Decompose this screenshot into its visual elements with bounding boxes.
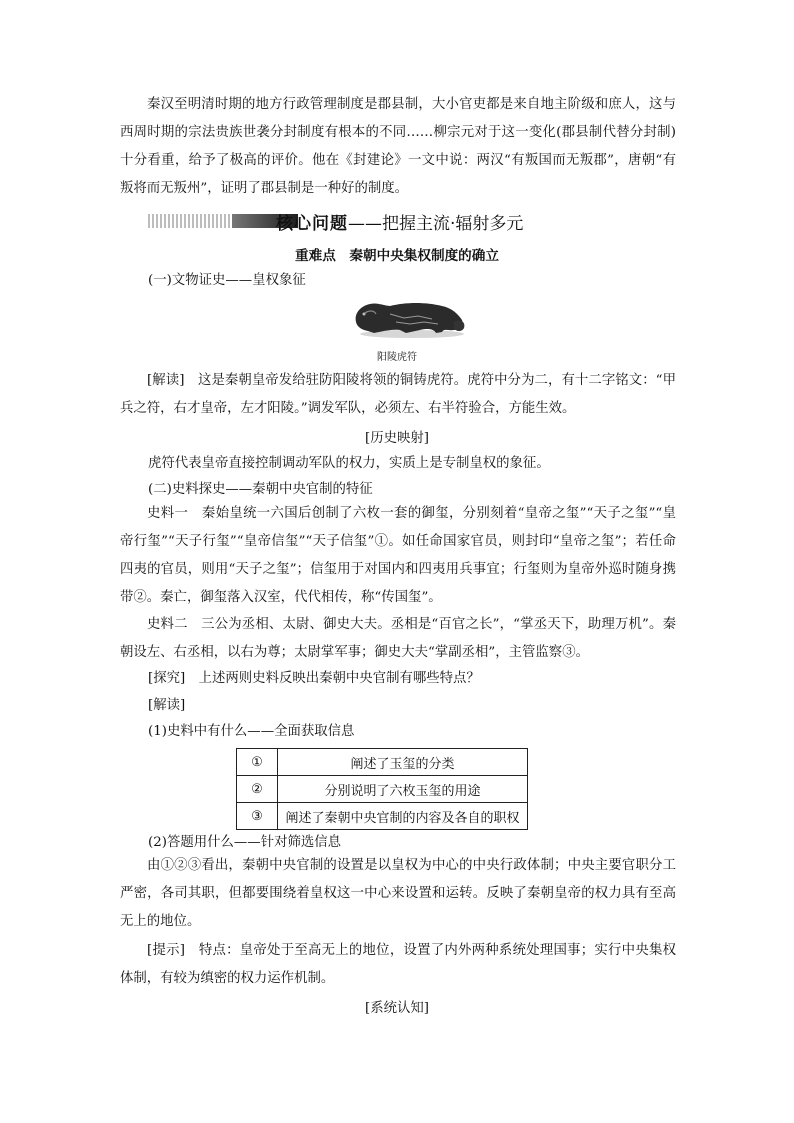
banner-title [276,209,523,234]
table-cell-text: 阐述了玉玺的分类 [278,749,528,776]
banner-hatch-decoration [148,214,230,228]
history-mapping-heading: [历史映射] [364,431,429,446]
system-cognition-heading: [系统认知] [364,1001,429,1016]
part2-heading: (二)史料探史——秦朝中央官制的特征 [148,482,373,497]
table-cell-number: ③ [237,803,278,830]
banner-title-sub: ——把握主流·辐射多元 [348,214,524,234]
table-row [237,776,528,803]
analysis-paragraph: 由①②③看出，秦朝中央官制的设置是以皇权为中心的中央行政体制；中央主要官职分工严密，各司其职，但都要围绕着皇权这一中心来设置和运转。反映了秦朝皇帝的权力具有至高无上的地位。 [120,858,676,929]
info-table [236,748,528,830]
reading-label: [解读] [148,698,186,713]
history-mapping-text: 虎符代表皇帝直接控制调动军队的权力，实质上是专制皇权的象征。 [148,456,550,471]
explore-question: [探究] 上述两则史料反映出秦朝中央官制有哪些特点？ [148,671,480,686]
source-two: 史料二 三公为丞相、太尉、御史大夫。丞相是“百官之长”，“掌丞天下，助理万机”。秦朝设左、右丞相，以右为尊；太尉掌军事；御史大夫“掌副丞相”，主管监察③。 [120,617,676,660]
table-row [237,749,528,776]
table-cell-text: 阐述了秦朝中央官制的内容及各自的职权 [278,803,528,830]
intro-paragraph: 秦汉至明清时期的地方行政管理制度是郡县制，大小官吏都是来自地主阶级和庶人，这与西周时期的宗法贵族世袭分封制度有根本的不同……柳宗元对于这一变化(郡县制代替分封制)十分看重，给予了极高的评价。他在《封建论》一文中说：两汉“有叛国而无叛郡”，唐朝“有叛将而无叛州”，证明了郡县制是一种好的制度。 [120,97,676,196]
banner-title-main: 核心问题 [276,214,348,234]
figure-caption: 阳陵虎符 [377,352,417,363]
step-two-heading: (2)答题用什么——针对筛选信息 [148,835,342,850]
section-heading: 重难点 秦朝中央集权制度的确立 [295,248,499,264]
table-cell-number: ① [237,749,278,776]
part1-heading: (一)文物证史——皇权象征 [148,273,306,288]
hint-paragraph: [提示] 特点：皇帝处于至高无上的地位，设置了内外两种系统处理国事；实行中央集权体制，有较为缜密的权力运作机制。 [120,943,676,986]
source-one: 史料一 秦始皇统一六国后创制了六枚一套的御玺，分别刻着“皇帝之玺”“天子之玺”“皇帝行玺”“天子行玺”“皇帝信玺”“天子信玺”①。如任命国家官员，则封印“皇帝之玺”；若任命四夷的官员，则用“天子之玺”；信玺用于对国内和四夷用兵事宜；行玺则为皇帝外巡时随身携带②。秦亡，御玺落入汉室，代代相传，称“传国玺”。 [120,506,676,605]
part1-reading: [解读] 这是秦朝皇帝发给驻防阳陵将领的铜铸虎符。虎符中分为二，有十二字铭文：“甲兵之符，右才皇帝，左才阳陵。”调发军队，必须左、右半符验合，方能生效。 [120,373,676,416]
section-banner [148,210,568,234]
table-row [237,803,528,830]
tiger-tally-image [350,292,470,340]
step-one-heading: (1)史料中有什么——全面获取信息 [148,724,355,739]
table-cell-number: ② [237,776,278,803]
table-cell-text: 分别说明了六枚玉玺的用途 [278,776,528,803]
